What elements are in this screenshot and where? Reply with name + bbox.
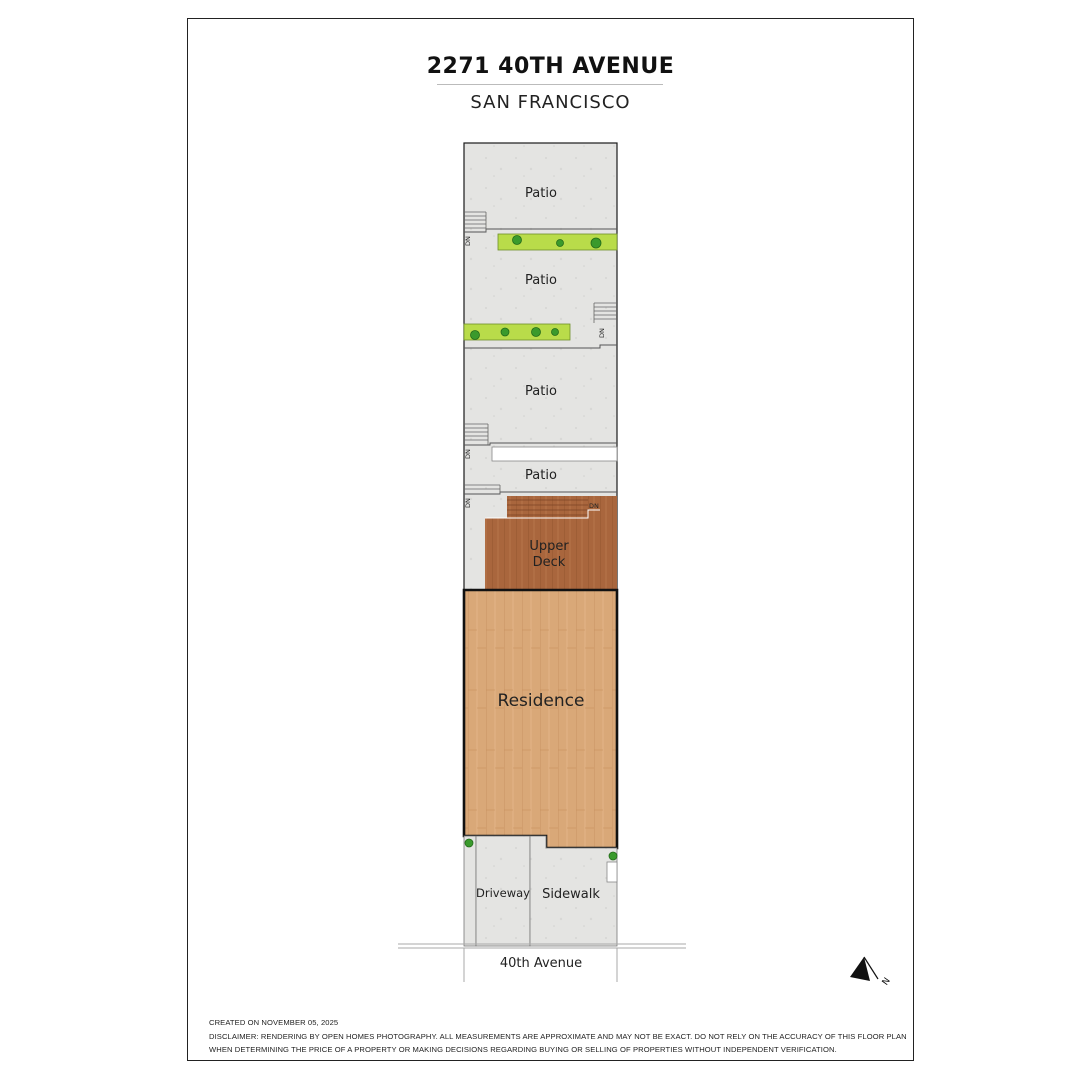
residence-label: Residence	[497, 691, 585, 711]
front-shrub-left	[465, 839, 473, 847]
dn-mark-1: DN	[464, 236, 472, 246]
patio-label-2: Patio	[525, 273, 557, 288]
disclaimer-line-2: WHEN DETERMINING THE PRICE OF A PROPERTY OR MAKING DECISIONS REGARDING BUYING OR SELLING OF PROPERTIES WITHOUT INDEPENDENT VERIFICATION.	[209, 1045, 837, 1054]
driveway-label: Driveway	[476, 886, 530, 900]
front-left-strip	[464, 836, 476, 946]
retaining-wall	[492, 447, 617, 461]
footer	[209, 1016, 907, 1057]
north-arrow-icon	[848, 955, 896, 991]
patio-label-4: Patio	[525, 468, 557, 483]
patio-label-1: Patio	[525, 186, 557, 201]
dn-mark-4: DN	[464, 498, 472, 508]
street-label: 40th Avenue	[499, 956, 583, 971]
front-shrub-right	[609, 852, 617, 860]
sidewalk-label: Sidewalk	[542, 887, 600, 902]
page-title: 2271 40TH AVENUE	[426, 54, 675, 79]
dn-mark-3: DN	[464, 449, 472, 459]
front-planter-box	[607, 862, 617, 882]
dn-mark-2: DN	[598, 328, 606, 338]
north-label: N	[880, 976, 893, 988]
upper-deck-label-line1: Upper	[529, 539, 569, 554]
created-date: CREATED ON NOVEMBER 05, 2025	[209, 1018, 339, 1027]
dn-mark-5: DN	[589, 502, 599, 510]
disclaimer-line-1: DISCLAIMER: RENDERING BY OPEN HOMES PHOTOGRAPHY. ALL MEASUREMENTS ARE APPROXIMATE AND MAY NOT BE EXACT. DO NOT RELY ON THE ACCURACY OF THIS FLOOR PLAN	[209, 1031, 907, 1041]
residence-footprint	[464, 590, 617, 848]
patio-label-3: Patio	[525, 384, 557, 399]
page-subtitle: SAN FRANCISCO	[470, 92, 631, 113]
upper-deck-label-line2: Deck	[532, 555, 566, 570]
